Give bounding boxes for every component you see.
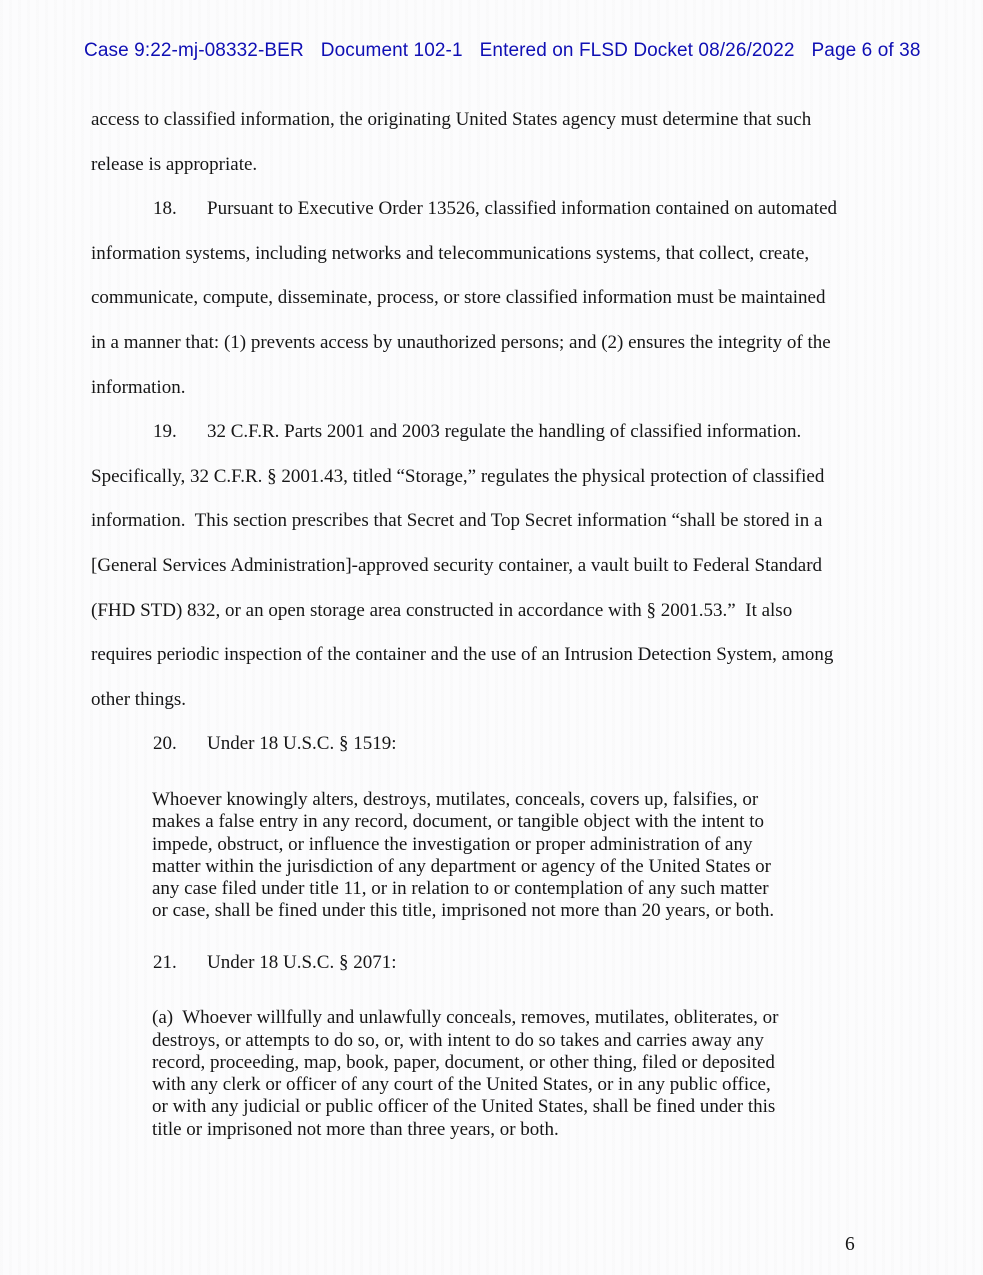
document-body bbox=[91, 98, 955, 1159]
body-line: [General Services Administration]-approved security container, a vault built to Federal Standard bbox=[91, 554, 823, 576]
body-line: (FHD STD) 832, or an open storage area constructed in accordance with § 2001.53.” It also bbox=[91, 599, 793, 621]
numbered-paragraph-line bbox=[91, 187, 955, 232]
body-line: Specifically, 32 C.F.R. § 2001.43, titled “Storage,” regulates the physical protection of classified bbox=[91, 465, 825, 487]
body-line: access to classified information, the originating United States agency must determine that such bbox=[91, 109, 812, 130]
body-line: information systems, including networks and telecommunications systems, that collect, create, bbox=[91, 242, 810, 264]
blockquote-line: matter within the jurisdiction of any department or agency of the United States or bbox=[152, 855, 771, 877]
body-line: communicate, compute, disseminate, process, or store classified information must be maintained bbox=[91, 287, 826, 309]
docket-header bbox=[0, 18, 983, 84]
statute-blockquote bbox=[152, 789, 955, 923]
paragraph-text: Under 18 U.S.C. § 2071: bbox=[207, 951, 397, 973]
header-page-indicator: Page 6 of 38 bbox=[811, 40, 921, 61]
paragraph-number: 21. bbox=[153, 951, 177, 973]
blockquote-line: impede, obstruct, or influence the investigation or proper administration of any bbox=[152, 833, 753, 855]
paragraph-number: 19. bbox=[153, 421, 177, 443]
body-line: requires periodic inspection of the container and the use of an Intrusion Detection System, among bbox=[91, 644, 834, 666]
blockquote-line: or case, shall be fined under this title, imprisoned not more than 20 years, or both. bbox=[152, 900, 775, 922]
statute-blockquote bbox=[152, 1007, 955, 1141]
page-number: 6 bbox=[845, 1234, 855, 1255]
blockquote-line: destroys, or attempts to do so, or, with intent to do so takes and carries away any bbox=[152, 1029, 764, 1051]
blockquote-line: Whoever knowingly alters, destroys, mutilates, conceals, covers up, falsifies, or bbox=[152, 788, 759, 810]
body-line: release is appropriate. bbox=[91, 153, 258, 175]
paragraph-text: 32 C.F.R. Parts 2001 and 2003 regulate the handling of classified information. bbox=[207, 421, 802, 443]
blockquote-line: or with any judicial or public officer of the United States, shall be fined under this bbox=[152, 1096, 776, 1118]
blockquote-line: any case filed under title 11, or in relation to or contemplation of any such matter bbox=[152, 878, 769, 900]
blockquote-line: record, proceeding, map, book, paper, document, or other thing, filed or deposited bbox=[152, 1051, 775, 1073]
body-line: in a manner that: (1) prevents access by unauthorized persons; and (2) ensures the integrity of the bbox=[91, 331, 831, 353]
body-line: information. This section prescribes that Secret and Top Secret information “shall be stored in a bbox=[91, 510, 823, 532]
body-line: information. bbox=[91, 376, 186, 398]
header-case-number: Case 9:22-mj-08332-BER bbox=[84, 40, 304, 61]
numbered-paragraph-line bbox=[91, 941, 955, 986]
paragraph-number: 20. bbox=[153, 733, 177, 755]
numbered-paragraph-line bbox=[91, 722, 955, 767]
body-line: other things. bbox=[91, 688, 186, 710]
header-docket-entry: Entered on FLSD Docket 08/26/2022 bbox=[479, 40, 795, 61]
paragraph-number: 18. bbox=[153, 198, 177, 220]
blockquote-line: (a) Whoever willfully and unlawfully conceals, removes, mutilates, obliterates, or bbox=[152, 1007, 779, 1029]
blockquote-line: makes a false entry in any record, document, or tangible object with the intent to bbox=[152, 811, 765, 833]
paragraph-text: Under 18 U.S.C. § 1519: bbox=[207, 733, 397, 755]
blockquote-line: title or imprisoned not more than three years, or both. bbox=[152, 1118, 559, 1140]
header-document-number: Document 102-1 bbox=[320, 40, 463, 61]
blockquote-line: with any clerk or officer of any court of the United States, or in any public office, bbox=[152, 1074, 771, 1096]
numbered-paragraph-line bbox=[91, 410, 955, 455]
paragraph-text: Pursuant to Executive Order 13526, classified information contained on automated bbox=[207, 198, 837, 220]
